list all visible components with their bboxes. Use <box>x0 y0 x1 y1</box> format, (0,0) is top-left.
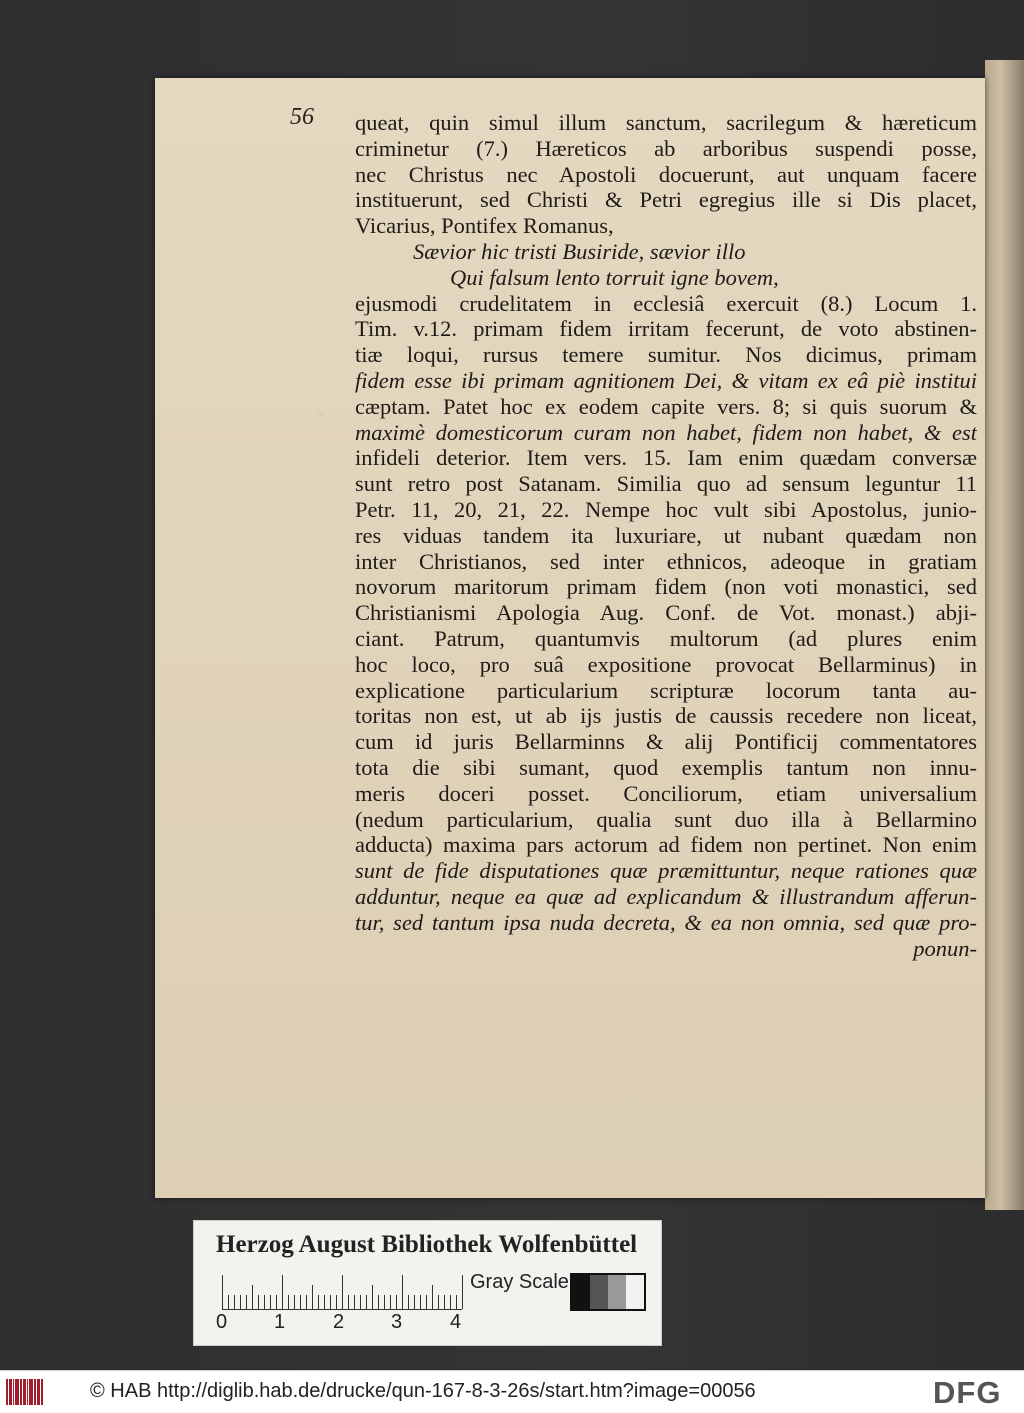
text-line: hoc loco, pro suâ expositione provocat Bellarminus) in <box>355 651 977 677</box>
gray-scale-swatches <box>570 1273 646 1311</box>
text-line: Tim. v.12. primam fidem irritam fecerunt, de voto abstinen- <box>355 316 977 342</box>
ruler-tick <box>408 1295 409 1309</box>
text-line: adduntur, neque ea quæ ad explicandum & illustrandum afferun- <box>355 883 977 909</box>
verse-line: Qui falsum lento torruit igne bovem, <box>450 264 779 290</box>
ruler-tick <box>414 1295 415 1309</box>
text-line: ejusmodi crudelitatem in ecclesiâ exercuit (8.) Locum 1. <box>355 290 977 316</box>
text-line: tota die sibi sumant, quod exemplis tantum non innu- <box>355 754 977 780</box>
ruler-tick <box>330 1295 331 1309</box>
ruler-tick <box>426 1295 427 1309</box>
ruler-tick <box>294 1295 295 1309</box>
catchword: ponun- <box>913 935 977 961</box>
ruler-tick <box>366 1295 367 1309</box>
ruler-tick <box>288 1295 289 1309</box>
text-line: queat, quin simul illum sanctum, sacrilegum & hæreticum <box>355 110 977 135</box>
ruler-tick <box>456 1295 457 1309</box>
ruler-tick <box>312 1285 313 1309</box>
ruler-tick <box>342 1275 343 1309</box>
ruler-tick <box>348 1295 349 1309</box>
scale-ruler <box>222 1273 462 1310</box>
gray-swatch <box>626 1275 644 1309</box>
page-number: 56 <box>290 104 314 130</box>
ruler-tick <box>378 1295 379 1309</box>
text-line: cæptam. Patet hoc ex eodem capite vers. 8; si quis suorum & <box>355 393 977 419</box>
ruler-tick <box>306 1295 307 1309</box>
ruler-tick <box>432 1285 433 1309</box>
text-line: sunt retro post Satanam. Similia quo ad sensum leguntur 11 <box>355 471 977 497</box>
scale-number: 1 <box>274 1311 286 1333</box>
text-line: cum id juris Bellarminns & alij Pontificij commentatores <box>355 729 977 755</box>
ruler-tick <box>384 1295 385 1309</box>
scale-number: 0 <box>216 1311 228 1333</box>
ruler-tick <box>258 1295 259 1309</box>
ruler-tick <box>450 1295 451 1309</box>
dfg-logo: DFG <box>933 1375 1002 1410</box>
text-line: infideli deterior. Item vers. 15. Iam enim quædam conversæ <box>355 445 977 471</box>
text-line: fidem esse ibi primam agnitionem Dei, & vitam ex eâ piè institui <box>355 367 977 393</box>
text-line: Petr. 11, 20, 21, 22. Nempe hoc vult sibi Apostolus, junio- <box>355 496 977 522</box>
ruler-tick <box>234 1295 235 1309</box>
ruler-tick <box>240 1295 241 1309</box>
text-line: novorum maritorum primam fidem (non voti monastici, sed <box>355 574 977 600</box>
text-line: meris doceri posset. Conciliorum, etiam universalium <box>355 780 977 806</box>
ruler-tick <box>390 1295 391 1309</box>
text-line: res viduas tandem ita luxuriare, ut nubant quædam non <box>355 522 977 548</box>
scale-number: 3 <box>391 1311 403 1333</box>
ruler-tick <box>360 1295 361 1309</box>
ruler-tick <box>420 1295 421 1309</box>
color-target-card <box>193 1220 662 1346</box>
ruler-tick <box>282 1275 283 1309</box>
ruler-tick <box>252 1285 253 1309</box>
text-line: maximè domesticorum curam non habet, fidem non habet, & est <box>355 419 977 445</box>
text-line: inter Christianos, sed inter ethnicos, adeoque in gratiam <box>355 548 977 574</box>
ruler-tick <box>336 1295 337 1309</box>
facing-page-edge <box>985 60 1024 1210</box>
ruler-tick <box>270 1295 271 1309</box>
scale-number: 4 <box>450 1311 462 1333</box>
gray-swatch <box>608 1275 626 1309</box>
copyright-link[interactable]: © HAB http://diglib.hab.de/drucke/qun-167-8-3-26s/start.htm?image=00056 <box>90 1380 756 1402</box>
gray-scale-label: Gray Scale <box>470 1271 569 1293</box>
ruler-tick <box>444 1295 445 1309</box>
ruler-tick <box>354 1295 355 1309</box>
gray-swatch <box>590 1275 608 1309</box>
text-line: nec Christus nec Apostoli docuerunt, aut unquam facere <box>355 161 977 187</box>
text-line: adducta) maxima pars actorum ad fidem non pertinet. Non enim <box>355 832 977 858</box>
verse-line: Sævior hic tristi Busiride, sævior illo <box>413 238 746 264</box>
ruler-tick <box>372 1285 373 1309</box>
ruler-tick <box>228 1295 229 1309</box>
text-line: instituerunt, sed Christi & Petri egregius ille si Dis placet, <box>355 187 977 213</box>
ruler-tick <box>222 1275 223 1309</box>
hab-logo-icon <box>6 1379 46 1405</box>
scale-number: 2 <box>333 1311 345 1333</box>
text-line: ciant. Patrum, quantumvis multorum (ad plures enim <box>355 625 977 651</box>
text-line: tiæ loqui, rursus temere sumitur. Nos dicimus, primam <box>355 342 977 368</box>
ruler-tick <box>246 1295 247 1309</box>
ruler-tick <box>318 1295 319 1309</box>
ruler-tick <box>402 1275 403 1309</box>
text-line: explicatione particularium scripturæ locorum tanta au- <box>355 677 977 703</box>
text-line: (nedum particularium, qualia sunt duo illa à Bellarmino <box>355 806 977 832</box>
page-text <box>355 110 977 961</box>
text-line: sunt de fide disputationes quæ præmittuntur, neque rationes quæ <box>355 858 977 884</box>
ruler-tick <box>264 1295 265 1309</box>
ruler-tick <box>396 1295 397 1309</box>
ruler-tick <box>438 1295 439 1309</box>
text-line: tur, sed tantum ipsa nuda decreta, & ea non omnia, sed quæ pro- <box>355 909 977 935</box>
footer-bar <box>0 1370 1024 1413</box>
text-line: Christianismi Apologia Aug. Conf. de Vot. monast.) abji- <box>355 600 977 626</box>
text-line: toritas non est, ut ab ijs justis de caussis recedere non liceat, <box>355 703 977 729</box>
text-line: criminetur (7.) Hæreticos ab arboribus suspendi posse, <box>355 135 977 161</box>
ruler-tick <box>300 1295 301 1309</box>
ruler-tick <box>462 1275 463 1309</box>
gray-swatch <box>572 1275 590 1309</box>
ruler-tick <box>324 1295 325 1309</box>
text-line: Vicarius, Pontifex Romanus, <box>355 213 614 239</box>
ruler-tick <box>276 1295 277 1309</box>
library-name: Herzog August Bibliothek Wolfenbüttel <box>216 1231 638 1258</box>
